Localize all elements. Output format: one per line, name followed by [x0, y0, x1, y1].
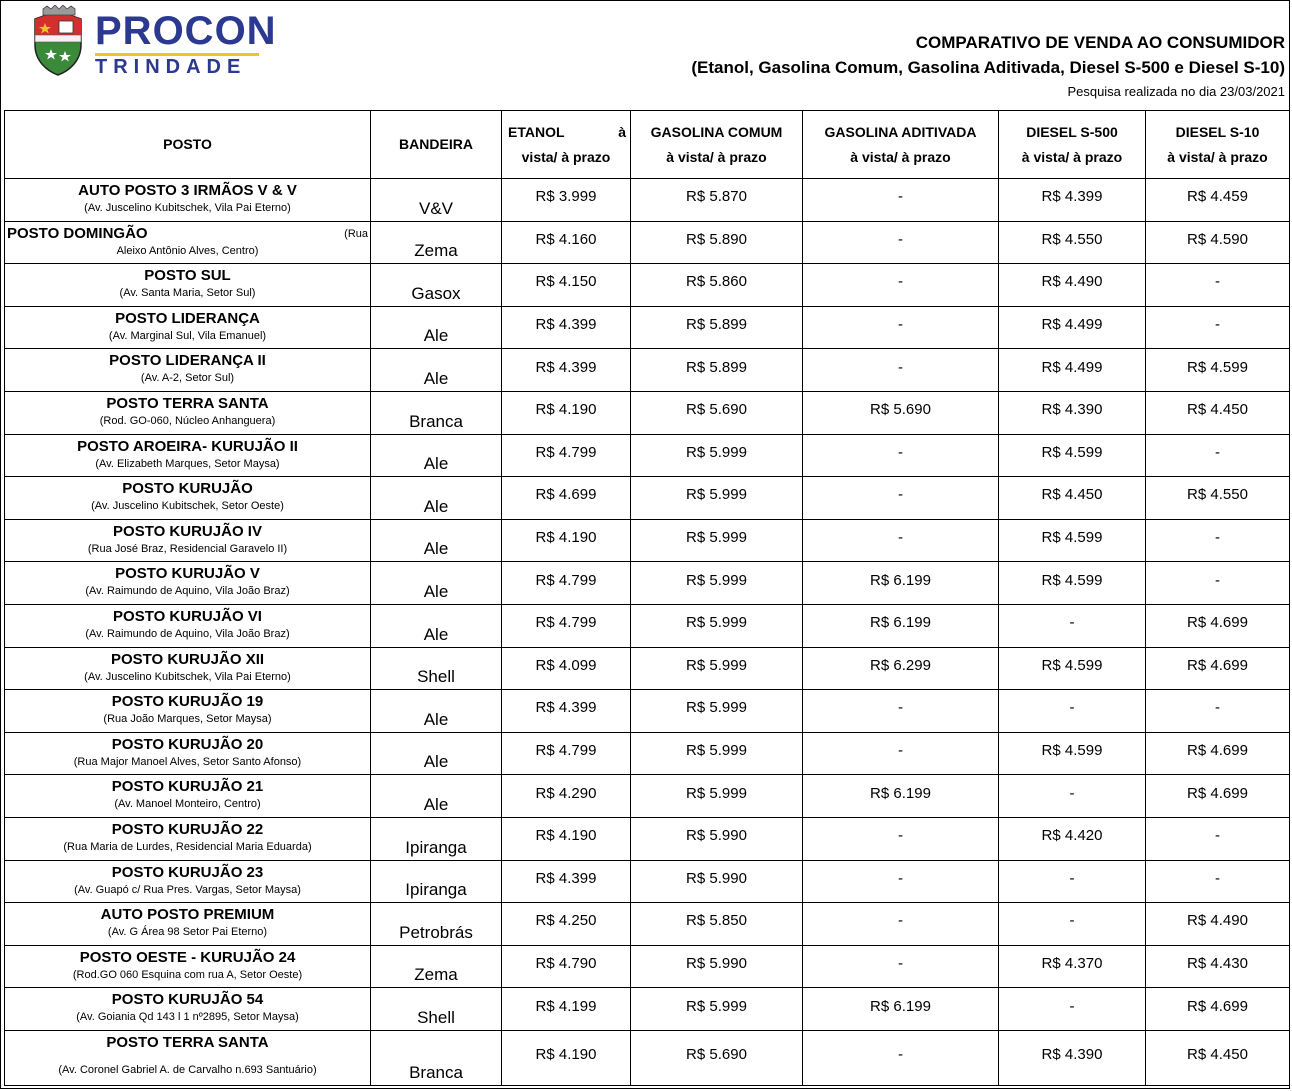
price-cell-s10: R$ 4.450 [1146, 391, 1290, 434]
posto-name: POSTO KURUJÃO 54 [111, 991, 264, 1009]
table-row [5, 860, 1290, 903]
price-cell-s10: R$ 4.490 [1146, 903, 1290, 946]
price-cell-s500: - [999, 903, 1146, 946]
price-cell-s10: R$ 4.699 [1146, 988, 1290, 1031]
table-row [5, 945, 1290, 988]
price-cell-gas-comum: R$ 5.999 [631, 477, 803, 520]
posto-name: POSTO KURUJÃO 19 [111, 693, 264, 711]
coat-of-arms-icon [29, 5, 87, 77]
posto-address: (Av. Raimundo de Aquino, Vila João Braz) [85, 585, 290, 598]
price-cell-s10: - [1146, 562, 1290, 605]
posto-address: (Av. Juscelino Kubitschek, Vila Pai Eterno) [84, 202, 291, 214]
table-row [5, 775, 1290, 818]
price-cell-gas-comum: R$ 5.999 [631, 434, 803, 477]
price-cell-s500: - [999, 604, 1146, 647]
table-row [5, 647, 1290, 690]
posto-name: POSTO TERRA SANTA [106, 1033, 269, 1051]
posto-cell [5, 349, 371, 392]
brand-name: PROCON [95, 9, 277, 53]
posto-cell [5, 264, 371, 307]
posto-cell [5, 817, 371, 860]
posto-address: (Av. G Área 98 Setor Pai Eterno) [107, 926, 268, 939]
posto-name: POSTO KURUJÃO IV [113, 522, 262, 540]
price-cell-etanol: R$ 4.199 [502, 988, 631, 1031]
price-cell-s10: R$ 4.599 [1146, 349, 1290, 392]
posto-cell [5, 221, 371, 264]
posto-address: (Av. Coronel Gabriel A. de Carvalho n.693 Santuário) [58, 1063, 317, 1076]
price-cell-gas-comum: R$ 5.999 [631, 604, 803, 647]
posto-name: POSTO KURUJÃO 22 [111, 820, 264, 838]
price-cell-etanol: R$ 4.399 [502, 349, 631, 392]
posto-address: Aleixo Antônio Alves, Centro) [116, 244, 259, 257]
table-row [5, 690, 1290, 733]
bandeira-cell: Ale [371, 562, 502, 605]
table-row [5, 562, 1290, 605]
posto-cell [5, 604, 371, 647]
price-cell-s500: R$ 4.599 [999, 434, 1146, 477]
posto-address: (Rua João Marques, Setor Maysa) [103, 713, 272, 726]
col-header-bandeira: BANDEIRA [371, 111, 502, 179]
price-cell-gas-adit: - [803, 817, 999, 860]
price-cell-s500: R$ 4.599 [999, 732, 1146, 775]
price-cell-gas-comum: R$ 5.690 [631, 1030, 803, 1085]
price-cell-etanol: R$ 4.190 [502, 817, 631, 860]
price-cell-etanol: R$ 4.190 [502, 391, 631, 434]
table-row [5, 391, 1290, 434]
bandeira-cell: Gasox [371, 264, 502, 307]
bandeira-cell: Zema [371, 945, 502, 988]
bandeira-cell: Ale [371, 306, 502, 349]
price-cell-etanol: R$ 4.099 [502, 647, 631, 690]
price-cell-etanol: R$ 4.150 [502, 264, 631, 307]
table-row [5, 306, 1290, 349]
price-cell-gas-comum: R$ 5.990 [631, 945, 803, 988]
price-cell-gas-adit: - [803, 306, 999, 349]
price-cell-etanol: R$ 4.290 [502, 775, 631, 818]
table-row [5, 988, 1290, 1031]
price-table [4, 110, 1290, 1086]
price-cell-etanol: R$ 4.160 [502, 221, 631, 264]
posto-cell [5, 860, 371, 903]
posto-name: POSTO LIDERANÇA [115, 309, 260, 327]
price-cell-etanol: R$ 4.190 [502, 1030, 631, 1085]
price-cell-gas-adit: R$ 6.299 [803, 647, 999, 690]
price-cell-s10: - [1146, 817, 1290, 860]
posto-cell [5, 391, 371, 434]
price-cell-etanol: R$ 4.399 [502, 306, 631, 349]
table-row [5, 434, 1290, 477]
posto-address: (Rua José Braz, Residencial Garavelo II) [87, 542, 288, 555]
bandeira-cell: Ale [371, 604, 502, 647]
posto-cell [5, 775, 371, 818]
price-cell-s10: - [1146, 434, 1290, 477]
posto-cell [5, 647, 371, 690]
bandeira-cell: V&V [371, 179, 502, 222]
col-header-gasolina-aditivada: GASOLINA ADITIVADA à vista/ à prazo [803, 111, 999, 179]
bandeira-cell: Ale [371, 477, 502, 520]
col-header-diesel-s10: DIESEL S-10 à vista/ à prazo [1146, 111, 1290, 179]
posto-cell [5, 562, 371, 605]
price-cell-s500: R$ 4.370 [999, 945, 1146, 988]
survey-date: Pesquisa realizada no dia 23/03/2021 [1067, 84, 1285, 99]
bandeira-cell: Ale [371, 519, 502, 562]
posto-address: (Av. Goiania Qd 143 l 1 nº2895, Setor Maysa) [76, 1011, 299, 1024]
price-cell-s10: R$ 4.450 [1146, 1030, 1290, 1085]
bandeira-cell: Ale [371, 690, 502, 733]
price-cell-gas-comum: R$ 5.999 [631, 732, 803, 775]
posto-address: (Rua Maria de Lurdes, Residencial Maria Eduarda) [63, 840, 312, 853]
bandeira-cell: Petrobrás [371, 903, 502, 946]
price-cell-s10: - [1146, 306, 1290, 349]
brand-city: TRINDADE [95, 56, 247, 78]
price-cell-s500: R$ 4.490 [999, 264, 1146, 307]
table-row [5, 264, 1290, 307]
price-cell-s500: R$ 4.399 [999, 179, 1146, 222]
table-row [5, 477, 1290, 520]
price-cell-s500: R$ 4.499 [999, 306, 1146, 349]
procon-logo [29, 5, 277, 79]
posto-name: POSTO KURUJÃO VI [113, 607, 262, 625]
posto-name: POSTO KURUJÃO 20 [111, 735, 264, 753]
bandeira-cell: Ipiranga [371, 860, 502, 903]
price-cell-s10: - [1146, 860, 1290, 903]
posto-cell [5, 519, 371, 562]
price-cell-s500: - [999, 775, 1146, 818]
price-cell-s500: R$ 4.599 [999, 562, 1146, 605]
price-cell-s500: R$ 4.390 [999, 1030, 1146, 1085]
price-cell-gas-comum: R$ 5.690 [631, 391, 803, 434]
price-cell-gas-adit: R$ 6.199 [803, 988, 999, 1031]
price-cell-etanol: R$ 4.799 [502, 604, 631, 647]
price-cell-s500: - [999, 860, 1146, 903]
price-cell-gas-comum: R$ 5.890 [631, 221, 803, 264]
posto-cell [5, 477, 371, 520]
posto-name: POSTO SUL [144, 267, 231, 285]
price-cell-s10: R$ 4.699 [1146, 732, 1290, 775]
price-cell-gas-comum: R$ 5.899 [631, 306, 803, 349]
price-cell-s10: R$ 4.699 [1146, 604, 1290, 647]
price-cell-gas-adit: - [803, 221, 999, 264]
posto-address: (Av. Guapó c/ Rua Pres. Vargas, Setor Maysa) [74, 883, 301, 896]
price-cell-gas-adit: R$ 5.690 [803, 391, 999, 434]
price-cell-gas-adit: R$ 6.199 [803, 604, 999, 647]
table-header-row [5, 111, 1290, 179]
price-cell-gas-adit: - [803, 179, 999, 222]
price-cell-gas-comum: R$ 5.999 [631, 775, 803, 818]
price-cell-gas-adit: - [803, 690, 999, 733]
price-cell-gas-adit: - [803, 903, 999, 946]
posto-address: (Av. Elizabeth Marques, Setor Maysa) [95, 457, 280, 470]
price-cell-gas-adit: - [803, 1030, 999, 1085]
bandeira-cell: Branca [371, 1030, 502, 1085]
price-cell-s500: R$ 4.550 [999, 221, 1146, 264]
posto-name: AUTO POSTO 3 IRMÃOS V & V [78, 182, 297, 199]
bandeira-cell: Shell [371, 988, 502, 1031]
posto-cell [5, 690, 371, 733]
price-cell-s10: R$ 4.550 [1146, 477, 1290, 520]
table-row [5, 732, 1290, 775]
posto-address: (Av. Manoel Monteiro, Centro) [114, 798, 261, 811]
posto-cell [5, 903, 371, 946]
posto-address: (Av. A-2, Setor Sul) [140, 372, 235, 385]
bandeira-cell: Shell [371, 647, 502, 690]
posto-name: POSTO OESTE - KURUJÃO 24 [79, 948, 296, 966]
table-row [5, 349, 1290, 392]
posto-address: (Av. Marginal Sul, Vila Emanuel) [108, 329, 267, 342]
price-cell-etanol: R$ 4.790 [502, 945, 631, 988]
price-cell-s500: - [999, 690, 1146, 733]
price-cell-gas-comum: R$ 5.850 [631, 903, 803, 946]
price-cell-gas-adit: R$ 6.199 [803, 775, 999, 818]
price-cell-s10: - [1146, 519, 1290, 562]
price-cell-etanol: R$ 3.999 [502, 179, 631, 222]
price-cell-gas-comum: R$ 5.860 [631, 264, 803, 307]
posto-name: POSTO KURUJÃO 21 [111, 778, 264, 796]
report-title: COMPARATIVO DE VENDA AO CONSUMIDOR [915, 33, 1285, 52]
price-cell-etanol: R$ 4.399 [502, 690, 631, 733]
price-cell-gas-adit: - [803, 349, 999, 392]
table-row [5, 179, 1290, 222]
price-cell-gas-adit: R$ 6.199 [803, 562, 999, 605]
price-cell-etanol: R$ 4.190 [502, 519, 631, 562]
price-cell-s500: R$ 4.499 [999, 349, 1146, 392]
price-cell-etanol: R$ 4.250 [502, 903, 631, 946]
price-cell-gas-comum: R$ 5.990 [631, 860, 803, 903]
price-cell-s10: - [1146, 264, 1290, 307]
posto-name: AUTO POSTO PREMIUM [100, 906, 275, 924]
bandeira-cell: Ale [371, 349, 502, 392]
posto-address: (Av. Raimundo de Aquino, Vila João Braz) [85, 627, 290, 640]
price-cell-s500: R$ 4.420 [999, 817, 1146, 860]
col-header-diesel-s500: DIESEL S-500 à vista/ à prazo [999, 111, 1146, 179]
posto-cell [5, 732, 371, 775]
bandeira-cell: Ale [371, 434, 502, 477]
posto-name: POSTO DOMINGÃO (Rua [7, 224, 368, 242]
price-cell-gas-adit: - [803, 477, 999, 520]
price-cell-s500: R$ 4.599 [999, 647, 1146, 690]
report-subtitle: (Etanol, Gasolina Comum, Gasolina Aditivada, Diesel S-500 e Diesel S-10) [691, 58, 1285, 77]
posto-address: (Rod.GO 060 Esquina com rua A, Setor Oeste) [72, 968, 303, 981]
price-cell-s10: - [1146, 690, 1290, 733]
price-cell-etanol: R$ 4.799 [502, 434, 631, 477]
posto-cell [5, 1030, 371, 1085]
price-cell-gas-adit: - [803, 519, 999, 562]
table-row [5, 519, 1290, 562]
report-header [691, 31, 1285, 101]
price-cell-etanol: R$ 4.399 [502, 860, 631, 903]
price-cell-s10: R$ 4.459 [1146, 179, 1290, 222]
price-cell-etanol: R$ 4.699 [502, 477, 631, 520]
posto-address: (Av. Juscelino Kubitschek, Setor Oeste) [91, 500, 284, 513]
bandeira-cell: Ale [371, 732, 502, 775]
posto-cell [5, 434, 371, 477]
price-cell-gas-comum: R$ 5.999 [631, 690, 803, 733]
posto-name: POSTO KURUJÃO XII [110, 650, 265, 668]
posto-name: POSTO KURUJÃO 23 [111, 863, 264, 881]
price-cell-etanol: R$ 4.799 [502, 732, 631, 775]
price-cell-s500: R$ 4.450 [999, 477, 1146, 520]
price-cell-gas-comum: R$ 5.899 [631, 349, 803, 392]
price-cell-gas-adit: - [803, 732, 999, 775]
price-cell-gas-adit: - [803, 434, 999, 477]
table-row [5, 903, 1290, 946]
price-cell-gas-comum: R$ 5.999 [631, 562, 803, 605]
posto-cell [5, 306, 371, 349]
bandeira-cell: Ipiranga [371, 817, 502, 860]
price-cell-s10: R$ 4.590 [1146, 221, 1290, 264]
price-cell-s500: - [999, 988, 1146, 1031]
price-cell-s500: R$ 4.390 [999, 391, 1146, 434]
bandeira-cell: Ale [371, 775, 502, 818]
posto-name: POSTO KURUJÃO [122, 480, 253, 498]
price-cell-gas-comum: R$ 5.990 [631, 817, 803, 860]
posto-name: POSTO TERRA SANTA [106, 394, 269, 412]
posto-address: (Av. Santa Maria, Setor Sul) [119, 287, 256, 300]
price-cell-gas-comum: R$ 5.999 [631, 647, 803, 690]
price-cell-gas-comum: R$ 5.999 [631, 988, 803, 1031]
bandeira-cell: Branca [371, 391, 502, 434]
table-row [5, 817, 1290, 860]
posto-cell [5, 179, 371, 222]
price-cell-s10: R$ 4.699 [1146, 647, 1290, 690]
posto-cell [5, 988, 371, 1031]
table-row [5, 221, 1290, 264]
price-cell-s10: R$ 4.699 [1146, 775, 1290, 818]
table-row [5, 604, 1290, 647]
price-cell-gas-adit: - [803, 945, 999, 988]
posto-name: POSTO LIDERANÇA II [109, 352, 266, 370]
col-header-gasolina-comum: GASOLINA COMUM à vista/ à prazo [631, 111, 803, 179]
price-cell-etanol: R$ 4.799 [502, 562, 631, 605]
posto-name: POSTO AROEIRA- KURUJÃO II [77, 437, 298, 455]
posto-address: (Av. Juscelino Kubitschek, Vila Pai Eterno) [84, 670, 291, 683]
posto-name: POSTO KURUJÃO V [115, 565, 260, 583]
col-header-etanol: ETANOL à vista/ à prazo [502, 111, 631, 179]
bandeira-cell: Zema [371, 221, 502, 264]
price-cell-gas-comum: R$ 5.999 [631, 519, 803, 562]
table-row [5, 1030, 1290, 1085]
col-header-posto: POSTO [5, 111, 371, 179]
price-cell-s500: R$ 4.599 [999, 519, 1146, 562]
posto-address: (Rua Major Manoel Alves, Setor Santo Afonso) [73, 755, 302, 768]
price-cell-gas-adit: - [803, 264, 999, 307]
posto-cell [5, 945, 371, 988]
posto-address: (Rod. GO-060, Núcleo Anhanguera) [99, 414, 276, 427]
price-cell-gas-adit: - [803, 860, 999, 903]
price-cell-s10: R$ 4.430 [1146, 945, 1290, 988]
price-cell-gas-comum: R$ 5.870 [631, 179, 803, 222]
